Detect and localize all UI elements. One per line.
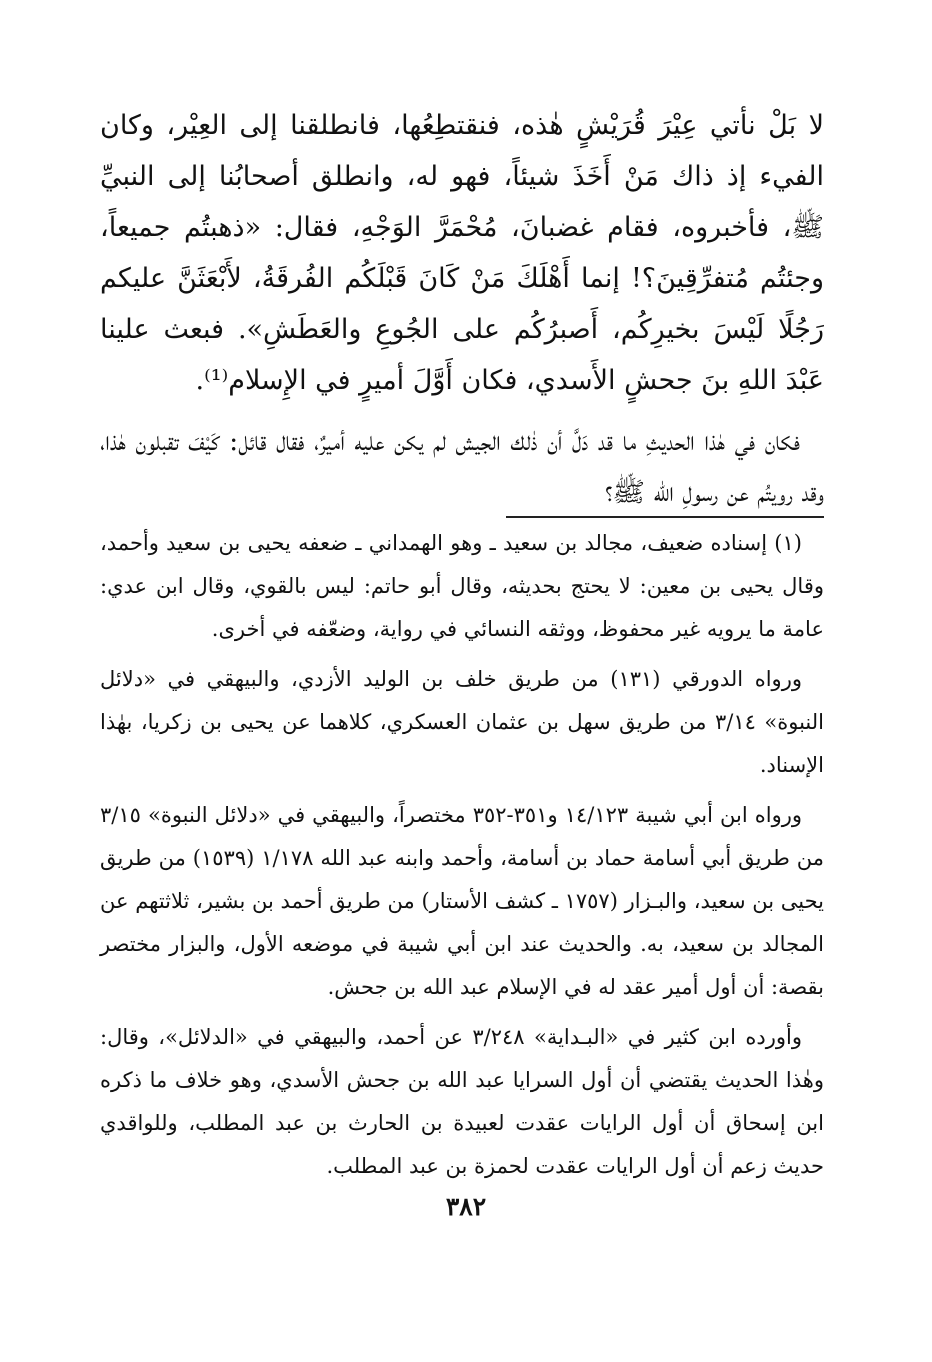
footnote-paragraph-4: وأورده ابن كثير في «البـداية» ٣/٢٤٨ عن أحمد، والبيهقي في «الدلائل»، وقال: وهٰذا الحديث يقتضي أن أول السرايا عبد الله بن جحش الأسدي، وهو خلاف ما ذكره ابن إسحاق أن أول الرايات عقدت لعبيدة بن الحارث بن عبد المطلب، وللواقدي حديث زعم أن أول الرايات عقدت لحمزة بن عبد المطلب.	[100, 1025, 824, 1178]
footnote-paragraph-2: ورواه الدورقي (١٣١) من طريق خلف بن الوليد الأزدي، والبيهقي في «دلائل النبوة» ٣/١٤ من طريق سهل بن عثمان العسكري، كلاهما عن يحيى بن زكريا، بهٰذا الإسناد.	[100, 667, 824, 777]
page-number: ٣٨٢	[445, 1192, 487, 1221]
footnotes	[100, 522, 824, 1188]
main-paragraph-2: فكان في هٰذا الحديثِ ما قد دَلَّ أن ذٰلك الجيش لم يكن عليه أميرٌ، فقال قائل: كَيْفَ تقبلون هٰذا، وقد رويتُم عن رسولِ الله ﷺ؟	[100, 426, 824, 508]
main-text	[100, 100, 824, 518]
footnote-paragraph-1: (١) إسناده ضعيف، مجالد بن سعيد ـ وهو الهمداني ـ ضعفه يحيى بن سعيد وأحمد، وقال يحيى بن معين: لا يحتج بحديثه، وقال أبو حاتم: ليس بالقوي، وقال ابن عدي: عامة ما يرويه غير محفوظ، ووثقه النسائي في رواية، وضعّفه في أخرى.	[100, 531, 824, 641]
footnote-divider	[506, 516, 824, 518]
main-paragraph-1: لا بَلْ نأتي عِيْرَ قُرَيْشٍ هٰذه، فنقتطِعُها، فانطلقنا إلى العِيْر، وكان الفيء إذ ذاك مَنْ أَخَذَ شيئاً، فهو له، وانطلق أصحابُنا إلى النبيِّ ﷺ، فأخبروه، فقام غضبانَ، مُحْمَرَّ الوَجْهِ، فقال: «ذهبتُم جميعاً، وجئتُم مُتفرِّقِينَ؟! إنما أَهْلَكَ مَنْ كَانَ قَبْلَكُم الفُرقَةُ، لأَبْعَثَنَّ عليكم رَجُلًا لَيْسَ بخيرِكُم، أَصبرُكُم على الجُوعِ والعَطَشِ». فبعث علينا عَبْدَ اللهِ بنَ جحشٍ الأَسدي، فكان أَوَّلَ أميرٍ في الإِسلام⁽¹⁾.	[100, 110, 824, 396]
footnote-paragraph-3: ورواه ابن أبي شيبة ١٤/١٢٣ و٣٥١-٣٥٢ مختصراً، والبيهقي في «دلائل النبوة» ٣/١٥ من طريق أبي أسامة حماد بن أسامة، وأحمد وابنه عبد الله ١/١٧٨ (١٥٣٩) من طريق يحيى بن سعيد، والبـزار (١٧٥٧ ـ كشف الأستار) من طريق أحمد بن بشير، ثلاثتهم عن المجالد بن سعيد، به. والحديث عند ابن أبي شيبة في موضعه الأول، والبزار مختصر بقصة: أن أول أمير عقد له في الإسلام عبد الله بن جحش.	[100, 803, 825, 999]
